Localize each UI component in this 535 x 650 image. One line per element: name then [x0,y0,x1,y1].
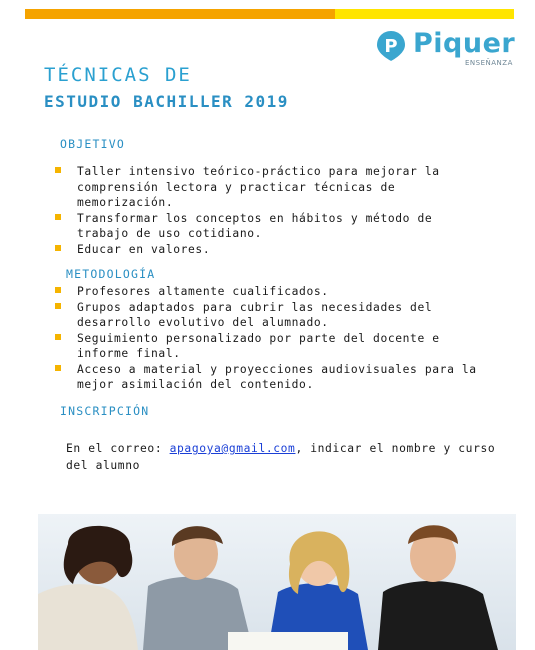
list-item: Educar en valores. [55,242,475,258]
objetivo-heading: OBJETIVO [60,137,125,151]
students-photo [38,514,516,650]
bullet-icon [55,287,61,293]
bullet-icon [55,303,61,309]
list-item: Acceso a material y proyecciones audiovisuales para la mejor asimilación del contenido. [55,362,495,393]
page-title-line1: TÉCNICAS DE [44,64,192,86]
orange-stripe [25,9,335,19]
metodologia-heading: METODOLOGÍA [66,267,156,281]
objetivo-list [55,164,475,257]
svg-text:P: P [384,36,398,57]
inscripcion-suffix: , indicar el nombre y curso del alumno [66,442,496,472]
inscripcion-prefix: En el correo: [66,442,170,455]
bullet-icon [55,167,61,173]
bullet-icon [55,214,61,220]
metodologia-list [55,284,495,393]
location-pin-icon [375,30,407,62]
bullet-icon [55,365,61,371]
page-title-line2: ESTUDIO BACHILLER 2019 [44,92,289,111]
inscripcion-text [66,440,496,474]
list-item: Seguimiento personalizado por parte del docente e informe final. [55,331,495,362]
inscripcion-heading: INSCRIPCIÓN [60,404,150,418]
piquer-logo [375,28,520,70]
logo-name: Piquer [413,28,516,59]
yellow-stripe [335,9,514,19]
list-item: Transformar los conceptos en hábitos y método de trabajo de uso cotidiano. [55,211,475,242]
list-item: Profesores altamente cualificados. [55,284,495,300]
bullet-icon [55,334,61,340]
bullet-icon [55,245,61,251]
email-link[interactable]: apagoya@gmail.com [169,442,296,455]
logo-subtitle: ENSEÑANZA [465,59,513,67]
list-item: Taller intensivo teórico-práctico para mejorar la comprensión lectora y practicar técnicas de memorización. [55,164,475,211]
top-color-bar [25,9,514,19]
list-item: Grupos adaptados para cubrir las necesidades del desarrollo evolutivo del alumnado. [55,300,495,331]
